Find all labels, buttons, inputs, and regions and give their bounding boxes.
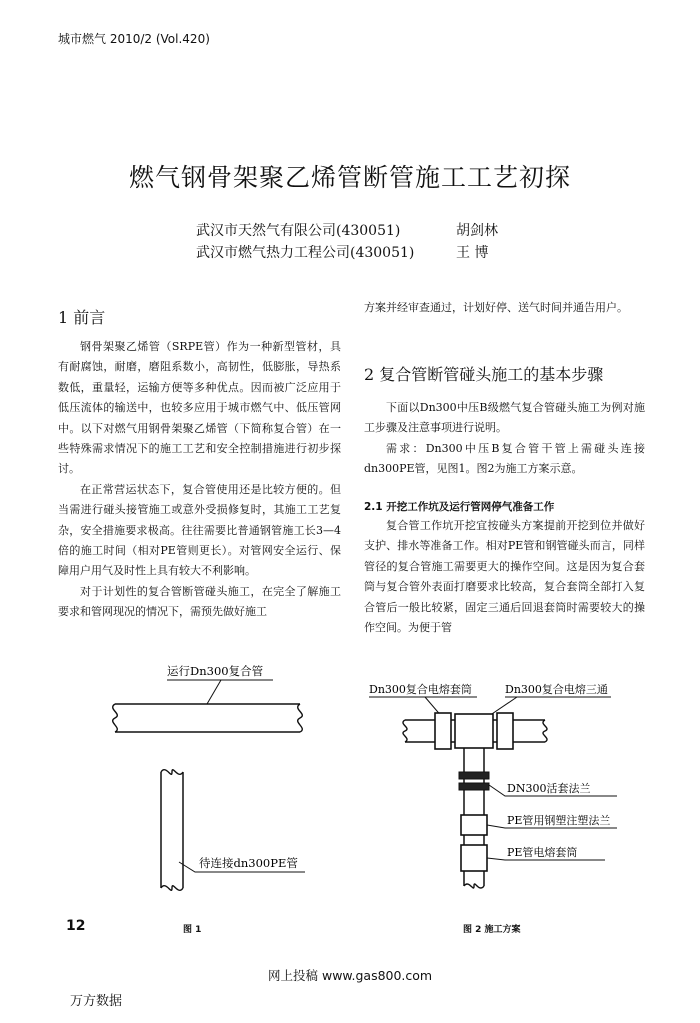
author-affiliation-1: 武汉市天然气有限公司(430051) — [196, 223, 401, 239]
author-name-2: 王 博 — [456, 245, 489, 261]
paragraph: 方案并经审查通过，计划好停、送气时间并通告用户。 — [364, 301, 628, 314]
section-2-body — [364, 398, 645, 480]
leader-line — [207, 680, 221, 704]
paragraph: 复合管工作坑开挖宜按碰头方案提前开挖到位并做好支护、排水等准备工作。相对PE管和钢管碰头而言，同样管径的复合管施工需要更大的操作空间。这是因为复合套筒与复合管外表面打磨要求比较高，复合套筒全部打入复合管后一般比较紧，固定三通后回退套筒时需要较大的操作空间。为便于管 — [364, 519, 645, 635]
paragraph: 在正常营运状态下，复合管使用还是比较方便的。但当需进行碰头接管施工或意外受损修复时，其施工工艺复杂，安全措施要求极高。往往需要比普通钢管施工长3—4倍的施工时间（相对PE管则更长）。对管网安全运行、保障用户用气及时性上具有较大不利影响。 — [58, 482, 341, 578]
section-1-heading: 1 前言 — [58, 308, 106, 327]
tee-fitting — [455, 714, 493, 748]
figure-1-caption: 图 1 — [183, 925, 202, 935]
paragraph: 下面以Dn300中压B级燃气复合管碰头施工为例对施工步骤及注意事项进行说明。 — [364, 401, 645, 435]
figure-1-label-top: 运行Dn300复合管 — [167, 664, 264, 678]
wanfang-watermark: 万方数据 — [70, 994, 123, 1009]
submission-url: 网上投稿 www.gas800.com — [268, 968, 433, 983]
paragraph: 对于计划性的复合管断管碰头施工，在完全了解施工要求和管网现况的情况下，需预先做好施工 — [58, 584, 341, 619]
page-number: 12 — [66, 918, 86, 934]
figure-2-label-steel-plastic-flange: PE管用钢塑注塑法兰 — [507, 814, 611, 827]
author-name-1: 胡剑林 — [456, 223, 498, 239]
figure-2-caption: 图 2 施工方案 — [463, 925, 521, 935]
figure-2-diagram — [365, 680, 665, 910]
paper-title: 燃气钢骨架聚乙烯管断管施工工艺初探 — [128, 163, 571, 192]
figure-2-label-flange: DN300活套法兰 — [507, 782, 591, 795]
subsection-2-1-body — [364, 516, 645, 638]
journal-header: 城市燃气 2010/2 (Vol.420) — [58, 32, 210, 46]
operating-pipe — [113, 704, 303, 732]
steel-plastic-flange — [461, 815, 487, 835]
figure-2-label-tee: Dn300复合电熔三通 — [505, 683, 608, 696]
right-column-continuation — [364, 298, 645, 318]
paragraph: 需求：Dn300中压B复合管干管上需碰头连接dn300PE管，见图1。图2为施工方案示意。 — [364, 441, 645, 476]
figure-2-label-sleeve: Dn300复合电熔套筒 — [369, 683, 472, 696]
paragraph: 钢骨架聚乙烯管（SRPE管）作为一种新型管材，具有耐腐蚀，耐磨，磨阻系数小，高韧性，低膨胀，导热系数低，重量轻，运输方便等多种优点。因而被广泛应用于低压流体的输送中，也较多应用于城市燃气中、低压管网中。以下对燃气用钢骨架聚乙烯管（下简称复合管）在一些特殊需求情况下的施工工艺和安全控制措施进行初步探讨。 — [58, 340, 341, 476]
subsection-2-1-heading: 2.1 开挖工作坑及运行管网停气准备工作 — [364, 501, 555, 513]
section-1-body — [58, 337, 341, 623]
figure-2-label-pe-sleeve: PE管电熔套筒 — [507, 846, 578, 859]
figure-1-label-bottom: 待连接dn300PE管 — [199, 856, 298, 870]
pe-pipe-to-connect — [161, 770, 183, 891]
figure-1-diagram — [95, 662, 335, 902]
author-affiliation-2: 武汉市燃气热力工程公司(430051) — [196, 245, 415, 261]
pe-electrofusion-sleeve — [461, 845, 487, 871]
section-2-heading: 2 复合管断管碰头施工的基本步骤 — [364, 365, 604, 384]
